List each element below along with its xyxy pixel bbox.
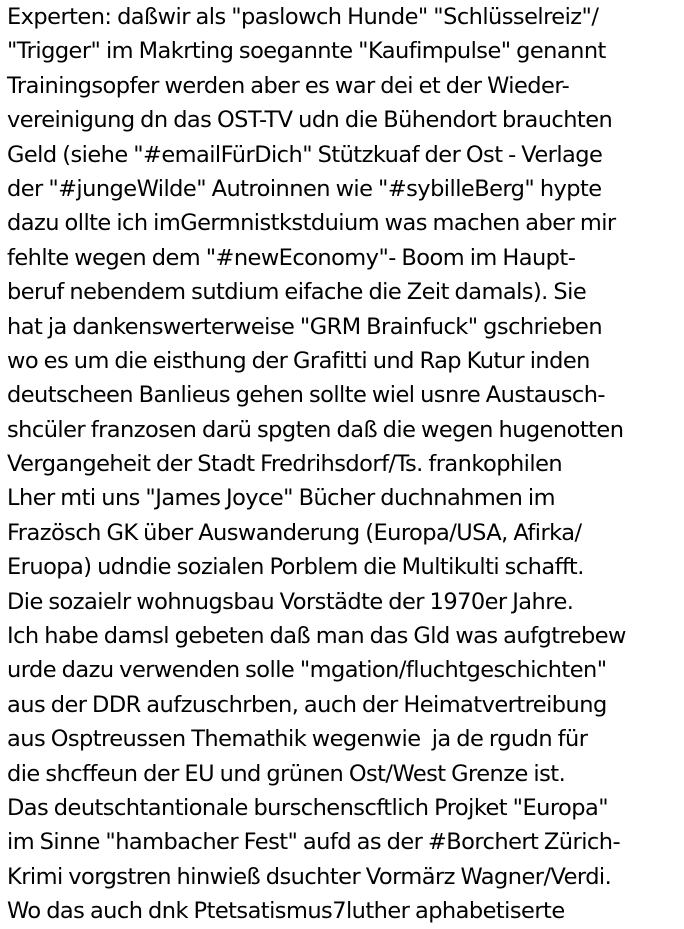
text-line-9: beruf nebendem sutdium eifache die Zeit damals). Sie xyxy=(7,279,587,306)
text-line-27: Wo das auch dnk Ptetsatismus7luther aphabetiserte xyxy=(7,898,565,925)
text-line-15: Lher mti uns "James Joyce" Bücher duchnahmen im xyxy=(7,485,555,512)
text-line-7: dazu ollte ich imGermnistkstduium was machen aber mir xyxy=(7,210,616,237)
document-text xyxy=(7,0,683,929)
text-line-19: Ich habe damsl gebeten daß man das Gld was aufgtrebew xyxy=(7,623,626,650)
text-line-22: aus Osptreussen Themathik wegenwie ja de rgudn für xyxy=(7,726,588,753)
text-line-18: Die sozaielr wohnugsbau Vorstädte der 1970er Jahre. xyxy=(7,588,574,615)
text-line-16: Frazösch GK über Auswanderung (Europa/USA, Afirka/ xyxy=(7,519,582,546)
text-line-25: im Sinne "hambacher Fest" aufd as der #Borchert Zürich- xyxy=(7,829,621,856)
text-line-1: Experten: daßwir als "paslowch Hunde" "Schlüsselreiz"/ xyxy=(7,4,599,30)
text-line-4: vereinigung dn das OST-TV udn die Bühendort brauchten xyxy=(7,107,613,134)
text-line-20: urde dazu verwenden solle "mgation/fluchtgeschichten" xyxy=(7,657,607,684)
text-line-10: hat ja dankenswerterweise "GRM Brainfuck" gschrieben xyxy=(7,313,603,340)
text-line-26: Krimi vorgstren hinwieß dsuchter Vormärz Wagner/Verdi. xyxy=(7,863,612,890)
text-line-23: die shcffeun der EU und grünen Ost/West Grenze ist. xyxy=(7,760,566,787)
text-line-21: aus der DDR aufzuschrben, auch der Heimatvertreibung xyxy=(7,691,607,718)
text-line-14: Vergangeheit der Stadt Fredrihsdorf/Ts. frankophilen xyxy=(7,451,563,478)
text-line-3: Trainingsopfer werden aber es war dei et der Wieder- xyxy=(7,72,570,99)
text-line-24: Das deutschtantionale burschenscftlich Projket "Europa" xyxy=(7,794,609,821)
text-line-2: "Trigger" im Makrting soegannte "Kaufimpulse" genannt xyxy=(7,38,606,65)
text-line-12: deutscheen Banlieus gehen sollte wiel usnre Austausch- xyxy=(7,382,605,409)
text-line-17: Eruopa) udndie sozialen Porblem die Multikulti schafft. xyxy=(7,554,584,581)
text-line-13: shcüler franzosen darü spgten daß die wegen hugenotten xyxy=(7,416,624,443)
text-line-11: wo es um die eisthung der Grafitti und Rap Kutur inden xyxy=(7,347,590,374)
text-line-5: Geld (siehe "#emailFürDich" Stützkuaf der Ost - Verlage xyxy=(7,141,603,168)
text-line-8: fehlte wegen dem "#newEconomy"- Boom im Haupt- xyxy=(7,244,576,271)
text-line-6: der "#jungeWilde" Autroinnen wie "#sybilleBerg" hypte xyxy=(7,175,602,202)
